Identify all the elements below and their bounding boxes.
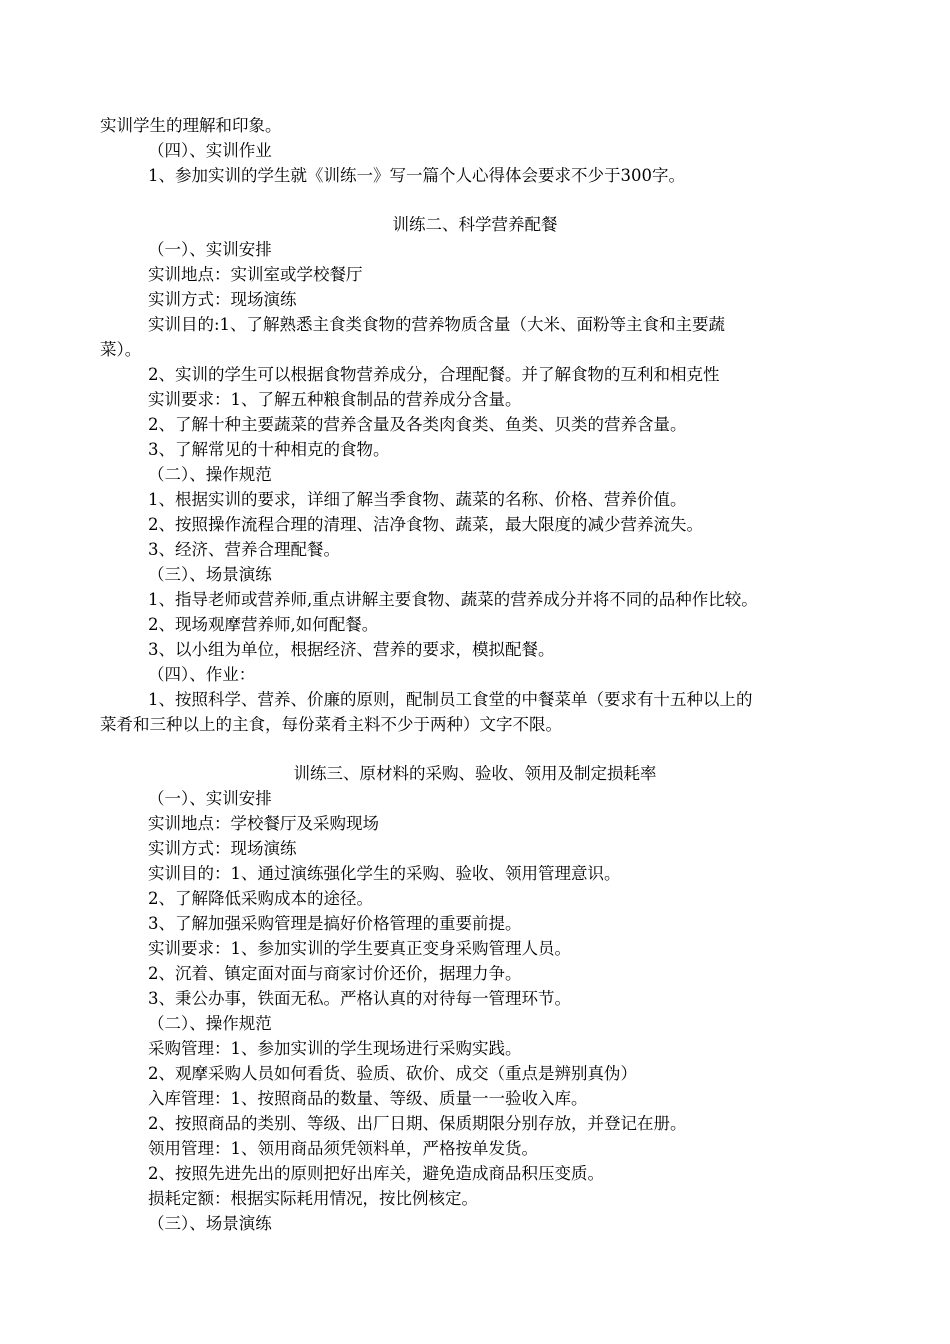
paragraph-line: 入库管理：1、按照商品的数量、等级、质量一一验收入库。 xyxy=(148,1089,588,1108)
paragraph-line: 1、参加实训的学生就《训练一》写一篇个人心得体会要求不少于300字。 xyxy=(148,166,685,185)
paragraph-line: 2、实训的学生可以根据食物营养成分，合理配餐。并了解食物的互利和相克性 xyxy=(148,365,720,384)
paragraph-line: 实训方式：现场演练 xyxy=(148,290,297,309)
paragraph-line: 1、按照科学、营养、价廉的原则，配制员工食堂的中餐菜单（要求有十五种以上的 xyxy=(148,690,753,709)
paragraph-line: 实训要求：1、参加实训的学生要真正变身采购管理人员。 xyxy=(148,939,571,958)
paragraph-line: 3、经济、营养合理配餐。 xyxy=(148,540,340,559)
paragraph-line: 2、按照商品的类别、等级、出厂日期、保质期限分别存放，并登记在册。 xyxy=(148,1114,687,1133)
section-heading: （一）、实训安排 xyxy=(148,789,272,808)
paragraph-line: 领用管理：1、领用商品须凭领料单，严格按单发货。 xyxy=(148,1139,538,1158)
paragraph-line: 1、指导老师或营养师,重点讲解主要食物、蔬菜的营养成分并将不同的品种作比较。 xyxy=(148,590,758,609)
paragraph-line: 采购管理：1、参加实训的学生现场进行采购实践。 xyxy=(148,1039,522,1058)
paragraph-line: 3、了解加强采购管理是搞好价格管理的重要前提。 xyxy=(148,914,522,933)
paragraph-line: 2、了解十种主要蔬菜的营养含量及各类肉食类、鱼类、贝类的营养含量。 xyxy=(148,415,687,434)
paragraph-line: 3、秉公办事，铁面无私。严格认真的对待每一管理环节。 xyxy=(148,989,571,1008)
section-heading: （三）、场景演练 xyxy=(148,1214,272,1233)
paragraph-line: 损耗定额：根据实际耗用情况，按比例核定。 xyxy=(148,1189,478,1208)
section-heading: （一）、实训安排 xyxy=(148,240,272,259)
training-title: 训练三、原材料的采购、验收、领用及制定损耗率 xyxy=(293,764,657,783)
paragraph-line: 1、根据实训的要求，详细了解当季食物、蔬菜的名称、价格、营养价值。 xyxy=(148,490,687,509)
paragraph-line: 实训地点：实训室或学校餐厅 xyxy=(148,265,363,284)
paragraph-line: 2、按照操作流程合理的清理、洁净食物、蔬菜，最大限度的减少营养流失。 xyxy=(148,515,703,534)
section-heading: （二）、操作规范 xyxy=(148,1014,272,1033)
paragraph-line: 2、沉着、镇定面对面与商家讨价还价，据理力争。 xyxy=(148,964,522,983)
paragraph-line: 2、了解降低采购成本的途径。 xyxy=(148,889,373,908)
paragraph-line: 实训地点：学校餐厅及采购现场 xyxy=(148,814,379,833)
section-heading: （三）、场景演练 xyxy=(148,565,272,584)
paragraph-line: 3、以小组为单位，根据经济、营养的要求，模拟配餐。 xyxy=(148,640,555,659)
paragraph-line: 实训要求：1、了解五种粮食制品的营养成分含量。 xyxy=(148,390,522,409)
section-heading: （四）、实训作业 xyxy=(148,141,272,160)
paragraph-line: 2、按照先进先出的原则把好出库关，避免造成商品积压变质。 xyxy=(148,1164,604,1183)
section-heading: （二）、操作规范 xyxy=(148,465,272,484)
paragraph-line: 菜肴和三种以上的主食，每份菜肴主料不少于两种）文字不限。 xyxy=(100,715,562,734)
paragraph-line: 实训方式：现场演练 xyxy=(148,839,297,858)
paragraph-line: 实训目的:1、了解熟悉主食类食物的营养物质含量（大米、面粉等主食和主要蔬 xyxy=(148,315,726,334)
paragraph-line: 实训学生的理解和印象。 xyxy=(100,116,282,135)
section-heading: （四）、作业： xyxy=(148,665,256,684)
paragraph-line: 实训目的：1、通过演练强化学生的采购、验收、领用管理意识。 xyxy=(148,864,621,883)
paragraph-line: 3、了解常见的十种相克的食物。 xyxy=(148,440,390,459)
paragraph-line: 2、现场观摩营养师,如何配餐。 xyxy=(148,615,379,634)
paragraph-line: 菜）。 xyxy=(100,340,142,359)
training-title: 训练二、科学营养配餐 xyxy=(392,215,558,234)
paragraph-line: 2、观摩采购人员如何看货、验质、砍价、成交（重点是辨别真伪） xyxy=(148,1064,637,1083)
